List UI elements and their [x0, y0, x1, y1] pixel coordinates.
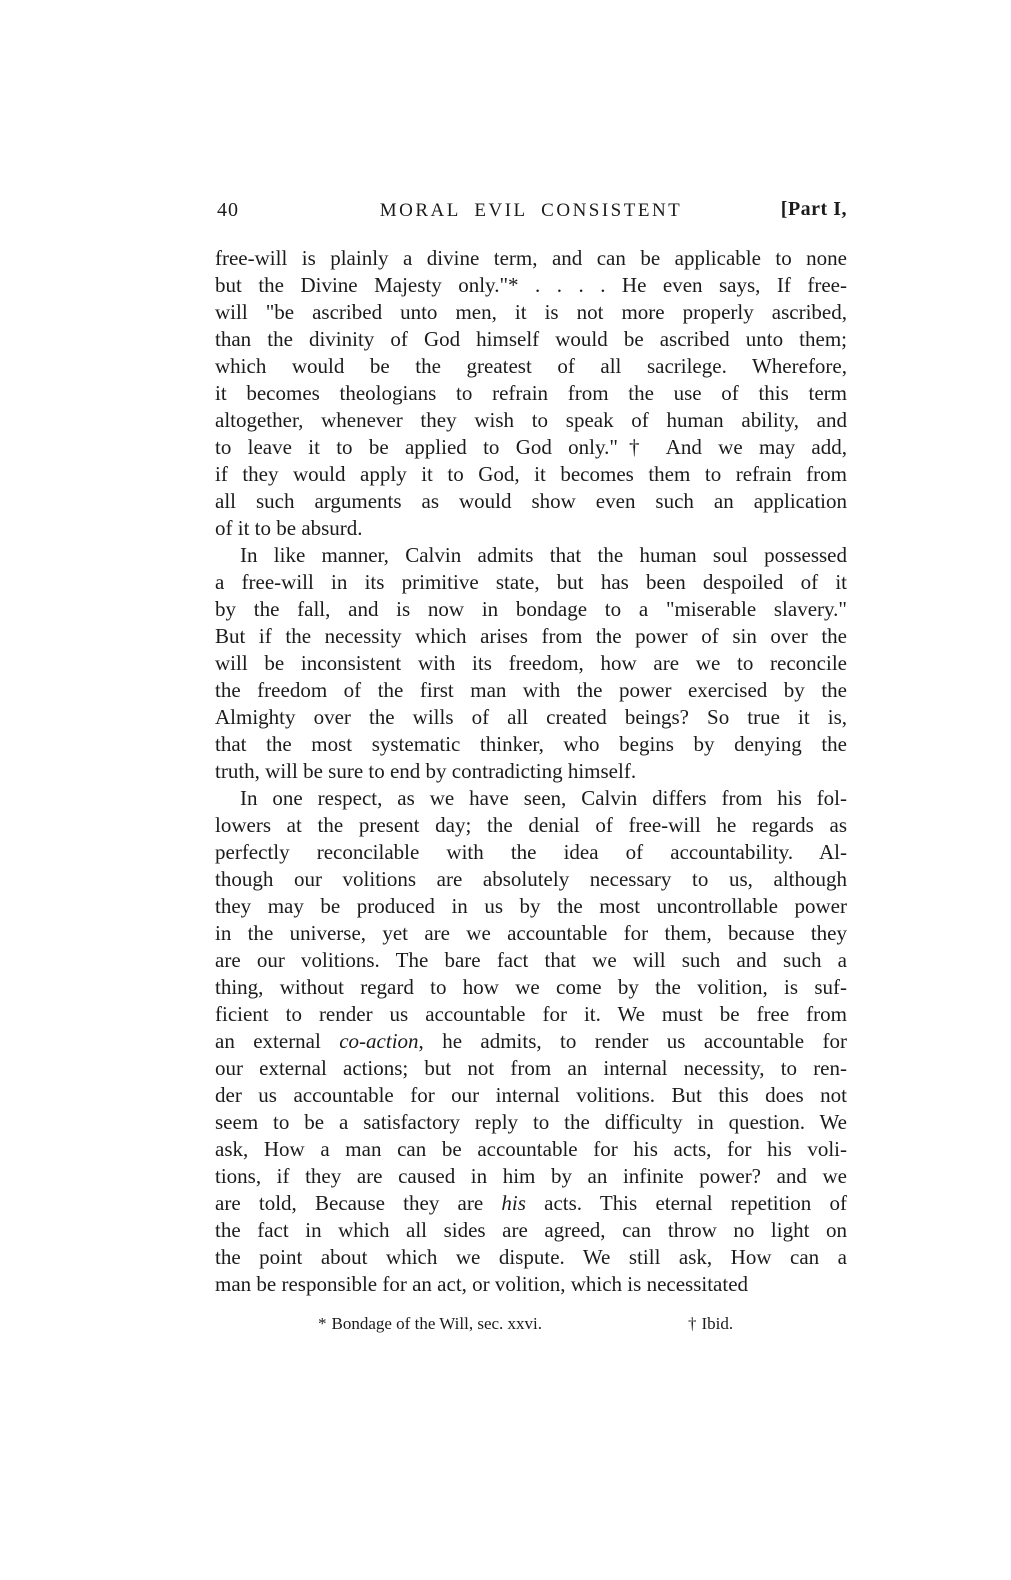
text-segment: In one respect, as we have seen, Calvin differs from his fol- [240, 786, 847, 810]
text-segment: though our volitions are absolutely necessary to us, although [215, 867, 847, 891]
text-segment: that the most systematic thinker, who begins by denying the [215, 732, 847, 756]
text-line [215, 515, 847, 542]
text-line [215, 704, 847, 731]
text-segment: all such arguments as would show even such an application [215, 489, 847, 513]
text-segment: an external [215, 1029, 340, 1053]
text-segment: will "be ascribed unto men, it is not more properly ascribed, [215, 300, 847, 324]
text-line [215, 1136, 847, 1163]
text-line [215, 812, 847, 839]
text-segment: truth, will be sure to end by contradicting himself. [215, 759, 637, 783]
footnote-text: Ibid. [701, 1314, 734, 1333]
text-segment: In like manner, Calvin admits that the human soul possessed [240, 543, 847, 567]
footnote-ibid [688, 1314, 733, 1334]
text-line [215, 1001, 847, 1028]
text-line [215, 974, 847, 1001]
text-line [215, 569, 847, 596]
text-line [215, 434, 847, 461]
text-line [215, 596, 847, 623]
text-segment: der us accountable for our internal volitions. But this does not [215, 1083, 847, 1107]
footnote-text: Bondage of the Will, sec. xxvi. [331, 1314, 543, 1333]
text-line [215, 1109, 847, 1136]
text-line [215, 866, 847, 893]
text-line [215, 1190, 847, 1217]
asterisk-footnote-marker: * [318, 1314, 327, 1333]
text-line [215, 650, 847, 677]
text-segment: seem to be a satisfactory reply to the difficulty in question. We [215, 1110, 847, 1134]
text-segment: a free-will in its primitive state, but has been despoiled of it [215, 570, 847, 594]
text-line [215, 245, 847, 272]
text-segment: of it to be absurd. [215, 516, 363, 540]
footnote-bondage [318, 1314, 542, 1334]
text-line [215, 1055, 847, 1082]
text-line [215, 731, 847, 758]
text-segment: but the Divine Majesty only."* . . . . He even says, If free- [215, 273, 847, 297]
text-line [215, 272, 847, 299]
text-line [215, 839, 847, 866]
text-segment: acts. This eternal repetition of [525, 1191, 847, 1215]
text-line [215, 920, 847, 947]
italic-text: co-action [339, 1029, 419, 1053]
text-segment: But if the necessity which arises from the power of sin over the [215, 624, 847, 648]
text-segment: they may be produced in us by the most uncontrollable power [215, 894, 847, 918]
running-header [215, 198, 847, 226]
text-line [215, 326, 847, 353]
footnotes [215, 1314, 847, 1338]
text-line [215, 461, 847, 488]
text-line [215, 1244, 847, 1271]
text-line [215, 380, 847, 407]
text-segment: man be responsible for an act, or volition, which is necessitated [215, 1272, 749, 1296]
text-segment: altogether, whenever they wish to speak of human ability, and [215, 408, 847, 432]
text-segment: which would be the greatest of all sacrilege. Wherefore, [215, 354, 847, 378]
text-line [215, 947, 847, 974]
text-line [215, 1217, 847, 1244]
running-title: MORAL EVIL CONSISTENT [379, 200, 683, 221]
text-segment: tions, if they are caused in him by an infinite power? and we [215, 1164, 847, 1188]
text-line [215, 1163, 847, 1190]
text-segment: ask, How a man can be accountable for his acts, for his voli- [215, 1137, 847, 1161]
paragraph [215, 785, 847, 1298]
part-label: [Part I, [780, 198, 847, 220]
dagger-footnote-marker: † [688, 1314, 697, 1333]
text-segment: in the universe, yet are we accountable for them, because they [215, 921, 847, 945]
text-segment: thing, without regard to how we come by the volition, is suf- [215, 975, 847, 999]
text-line [215, 299, 847, 326]
text-segment: than the divinity of God himself would be ascribed unto them; [215, 327, 847, 351]
text-segment: if they would apply it to God, it becomes them to refrain from [215, 462, 847, 486]
text-line [215, 1082, 847, 1109]
page-content [215, 198, 847, 1338]
text-segment: the fact in which all sides are agreed, can throw no light on [215, 1218, 847, 1242]
text-segment: free-will is plainly a divine term, and can be applicable to none [215, 246, 847, 270]
text-line [215, 1271, 847, 1298]
text-line [215, 542, 847, 569]
text-segment: by the fall, and is now in bondage to a "miserable slavery." [215, 597, 847, 621]
text-segment: to leave it to be applied to God only."† And we may add, [215, 435, 847, 459]
paragraph [215, 542, 847, 785]
text-line [215, 758, 847, 785]
page-number: 40 [217, 199, 239, 221]
text-line [215, 623, 847, 650]
text-line [215, 353, 847, 380]
text-line [215, 488, 847, 515]
paragraph [215, 245, 847, 542]
text-segment: are our volitions. The bare fact that we will such and such a [215, 948, 847, 972]
text-segment: our external actions; but not from an internal necessity, to ren- [215, 1056, 847, 1080]
text-line [215, 893, 847, 920]
text-line [215, 785, 847, 812]
text-segment: ficient to render us accountable for it. We must be free from [215, 1002, 847, 1026]
text-segment: the freedom of the first man with the power exercised by the [215, 678, 847, 702]
text-segment: , he admits, to render us accountable for [418, 1029, 847, 1053]
text-segment: Almighty over the wills of all created beings? So true it is, [215, 705, 847, 729]
text-segment: it becomes theologians to refrain from the use of this term [215, 381, 847, 405]
text-segment: the point about which we dispute. We still ask, How can a [215, 1245, 847, 1269]
body-text [215, 245, 847, 1298]
text-segment: perfectly reconcilable with the idea of accountability. Al- [215, 840, 847, 864]
text-segment: will be inconsistent with its freedom, how are we to reconcile [215, 651, 847, 675]
text-line [215, 407, 847, 434]
text-line [215, 677, 847, 704]
italic-text: his [501, 1191, 526, 1215]
text-line [215, 1028, 847, 1055]
text-segment: are told, Because they are [215, 1191, 502, 1215]
text-segment: lowers at the present day; the denial of free-will he regards as [215, 813, 847, 837]
